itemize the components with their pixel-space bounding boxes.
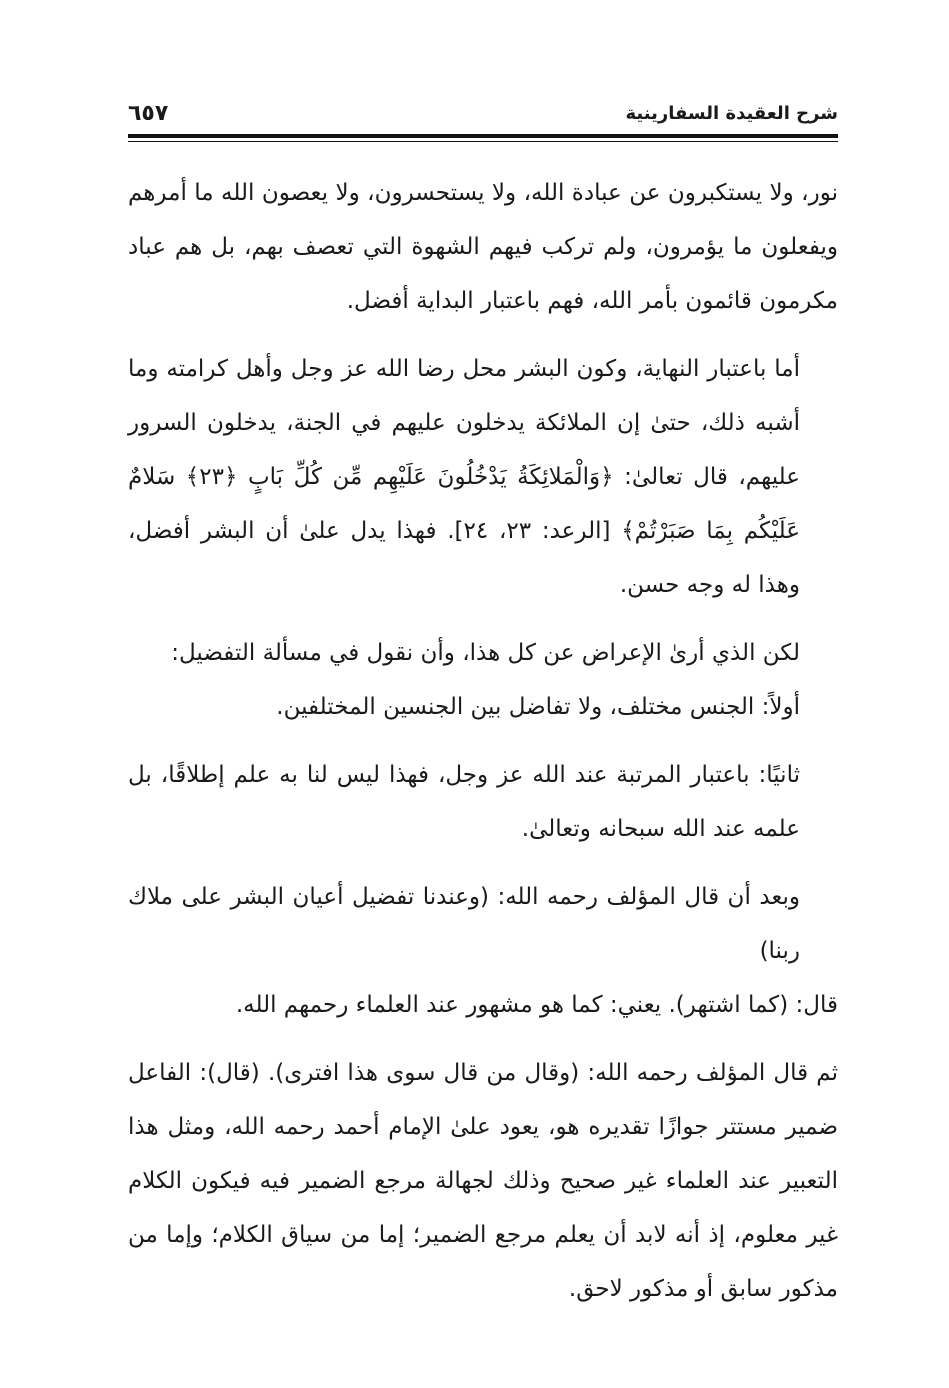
- paragraph-text-before-verse: أما باعتبار النهاية، وكون البشر محل رضا الله عز وجل وأهل كرامته وما أشبه ذلك، حتىٰ إن الملائكة يدخلون عليهم في الجنة، يدخلون السرور عليهم، قال تعالىٰ:: [128, 356, 800, 490]
- page-header: [128, 96, 838, 130]
- page-number: ٦٥٧: [128, 100, 169, 126]
- paragraph-text-after-verse: [الرعد: ٢٣، ٢٤]. فهذا يدل علىٰ أن البشر أفضل، وهذا له وجه حسن.: [128, 518, 800, 598]
- running-title: شرح العقيدة السفارينية: [625, 102, 838, 124]
- paragraph-angels-nature: نور، ولا يستكبرون عن عبادة الله، ولا يستحسرون، ولا يعصون الله ما أمرهم ويفعلون ما يؤمرون، ولم تركب فيهم الشهوة التي تعصف بهم، بل هم عباد مكرمون قائمون بأمر الله، فهم باعتبار البداية أفضل.: [128, 180, 838, 314]
- paragraph-author-quote: وبعد أن قال المؤلف رحمه الله: (وعندنا تفضيل أعيان البشر على ملاك ربنا): [128, 884, 800, 964]
- header-rule-thin: [128, 141, 838, 142]
- quran-verse: ﴿وَالْمَلائِكَةُ يَدْخُلُونَ عَلَيْهِم مِّن كُلِّ بَابٍ ﴿٢٣﴾ سَلامٌ عَلَيْكُم بِمَا صَبَرْتُمْ﴾: [128, 464, 801, 544]
- body-text: [128, 166, 838, 1316]
- paragraph-pronoun-explanation: ثم قال المؤلف رحمه الله: (وقال من قال سوى هذا افترى). (قال): الفاعل ضمير مستتر جوازًا تقديره هو، يعود علىٰ الإمام أحمد رحمه الله، ومثل هذا التعبير عند العلماء غير صحيح وذلك لجهالة مرجع الضمير فيه فيكون الكلام غير معلوم، إذ أنه لابد أن يعلم مرجع الضمير؛ إما من سياق الكلام؛ وإما من مذكور سابق أو مذكور لاحق.: [128, 1060, 838, 1302]
- header-rule-thick: [128, 134, 838, 138]
- paragraph-as-known: قال: (كما اشتهر). يعني: كما هو مشهور عند العلماء رحمهم الله.: [235, 992, 838, 1018]
- paragraph-first-point: أولاً: الجنس مختلف، ولا تفاضل بين الجنسين المختلفين.: [276, 694, 800, 720]
- paragraph-second-point: ثانيًا: باعتبار المرتبة عند الله عز وجل، فهذا ليس لنا به علم إطلاقًا، بل علمه عند الله سبحانه وتعالىٰ.: [128, 762, 800, 842]
- paragraph-opinion: لكن الذي أرىٰ الإعراض عن كل هذا، وأن نقول في مسألة التفضيل:: [171, 640, 800, 666]
- paragraph-end-perspective: [128, 342, 838, 612]
